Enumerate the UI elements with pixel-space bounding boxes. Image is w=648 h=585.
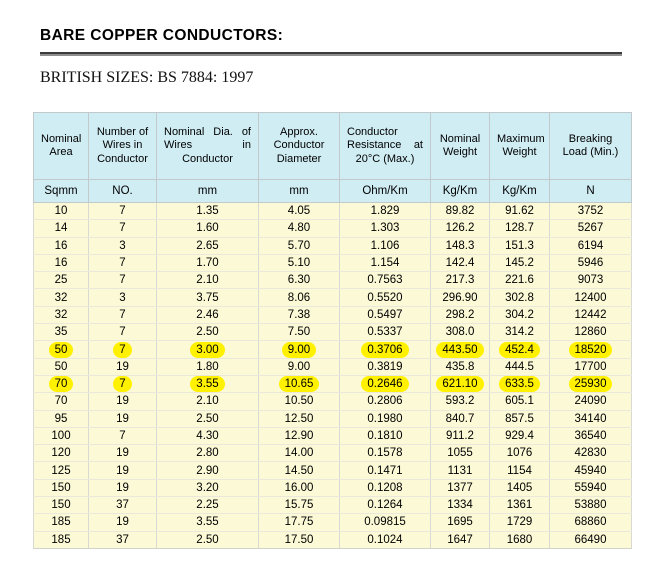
table-cell: 304.2 bbox=[490, 306, 550, 323]
table-cell: 35 bbox=[34, 324, 89, 341]
table-cell: 12.50 bbox=[259, 410, 340, 427]
table-cell: 2.10 bbox=[157, 393, 259, 410]
highlight-mark: 70 bbox=[49, 376, 74, 392]
table-cell: 2.90 bbox=[157, 462, 259, 479]
table-cell: 70 bbox=[34, 393, 89, 410]
table-cell bbox=[340, 375, 431, 392]
table-cell: 185 bbox=[34, 531, 89, 548]
table-cell: 0.1810 bbox=[340, 427, 431, 444]
table-cell: 1.80 bbox=[157, 358, 259, 375]
table-cell: 3 bbox=[89, 289, 157, 306]
table-cell: 150 bbox=[34, 497, 89, 514]
table-cell: 2.50 bbox=[157, 324, 259, 341]
table-cell: 36540 bbox=[550, 427, 632, 444]
table-row bbox=[34, 358, 632, 375]
table-cell: 12.90 bbox=[259, 427, 340, 444]
table-cell bbox=[490, 375, 550, 392]
highlight-mark: 3.55 bbox=[190, 376, 224, 392]
table-cell: 5.10 bbox=[259, 254, 340, 271]
table-cell bbox=[89, 341, 157, 358]
table-cell: 12400 bbox=[550, 289, 632, 306]
column-header-nominal-area: Nominal Area bbox=[34, 113, 89, 180]
table-cell: 8.06 bbox=[259, 289, 340, 306]
unit-cell-n: N bbox=[550, 180, 632, 203]
table-cell: 3.20 bbox=[157, 479, 259, 496]
table-cell: 66490 bbox=[550, 531, 632, 548]
table-cell: 125 bbox=[34, 462, 89, 479]
table-cell: 142.4 bbox=[431, 254, 490, 271]
table-cell: 100 bbox=[34, 427, 89, 444]
table-cell: 42830 bbox=[550, 445, 632, 462]
table-cell: 7 bbox=[89, 254, 157, 271]
table-cell: 10.50 bbox=[259, 393, 340, 410]
table-cell: 16 bbox=[34, 237, 89, 254]
table-cell: 7.50 bbox=[259, 324, 340, 341]
table-cell: 32 bbox=[34, 289, 89, 306]
table-cell: 7 bbox=[89, 220, 157, 237]
table-cell: 2.10 bbox=[157, 272, 259, 289]
table-row bbox=[34, 237, 632, 254]
table-row bbox=[34, 445, 632, 462]
table-cell: 91.62 bbox=[490, 203, 550, 220]
table-cell: 25 bbox=[34, 272, 89, 289]
table-cell: 14.00 bbox=[259, 445, 340, 462]
table-cell: 1076 bbox=[490, 445, 550, 462]
table-cell: 19 bbox=[89, 445, 157, 462]
table-row bbox=[34, 272, 632, 289]
table-cell: 19 bbox=[89, 358, 157, 375]
table-cell: 1647 bbox=[431, 531, 490, 548]
table-cell: 37 bbox=[89, 531, 157, 548]
page-subtitle: BRITISH SIZES: BS 7884: 1997 bbox=[40, 69, 254, 86]
table-row bbox=[34, 462, 632, 479]
table-cell: 6194 bbox=[550, 237, 632, 254]
table-cell: 3.55 bbox=[157, 514, 259, 531]
table-cell bbox=[340, 341, 431, 358]
table-cell: 89.82 bbox=[431, 203, 490, 220]
table-cell: 10 bbox=[34, 203, 89, 220]
table-row bbox=[34, 289, 632, 306]
table-cell: 4.80 bbox=[259, 220, 340, 237]
table-cell: 3752 bbox=[550, 203, 632, 220]
table-body bbox=[34, 203, 632, 549]
table-cell: 5946 bbox=[550, 254, 632, 271]
table-cell: 126.2 bbox=[431, 220, 490, 237]
table-cell: 4.30 bbox=[157, 427, 259, 444]
table-cell: 911.2 bbox=[431, 427, 490, 444]
table-row bbox=[34, 375, 632, 392]
table-cell: 0.3819 bbox=[340, 358, 431, 375]
table-cell: 120 bbox=[34, 445, 89, 462]
table-cell: 1.60 bbox=[157, 220, 259, 237]
table-cell: 17700 bbox=[550, 358, 632, 375]
table-cell: 19 bbox=[89, 410, 157, 427]
table-cell: 2.50 bbox=[157, 410, 259, 427]
unit-cell-kg-km-maximum: Kg/Km bbox=[490, 180, 550, 203]
table-cell: 37 bbox=[89, 497, 157, 514]
table-cell: 3 bbox=[89, 237, 157, 254]
units-row bbox=[34, 180, 632, 203]
column-header-nominal-dia: Nominal Dia. of Wires in Conductor bbox=[157, 113, 259, 180]
table-cell: 145.2 bbox=[490, 254, 550, 271]
table-cell: 19 bbox=[89, 462, 157, 479]
table-cell: 9073 bbox=[550, 272, 632, 289]
table-cell bbox=[490, 341, 550, 358]
unit-cell-no: NO. bbox=[89, 180, 157, 203]
page-title: BARE COPPER CONDUCTORS: bbox=[40, 27, 284, 44]
table-cell: 150 bbox=[34, 479, 89, 496]
column-header-approx-diameter: Approx. Conductor Diameter bbox=[259, 113, 340, 180]
table-cell: 1055 bbox=[431, 445, 490, 462]
table-cell: 296.90 bbox=[431, 289, 490, 306]
table-cell: 1377 bbox=[431, 479, 490, 496]
table-cell bbox=[89, 375, 157, 392]
table-row bbox=[34, 324, 632, 341]
highlight-mark: 0.3706 bbox=[361, 342, 408, 358]
table-cell: 1.35 bbox=[157, 203, 259, 220]
table-cell bbox=[157, 375, 259, 392]
table-cell: 1131 bbox=[431, 462, 490, 479]
table-cell: 34140 bbox=[550, 410, 632, 427]
unit-cell-kg-km-nominal: Kg/Km bbox=[431, 180, 490, 203]
table-row bbox=[34, 410, 632, 427]
table-cell: 148.3 bbox=[431, 237, 490, 254]
table-row bbox=[34, 427, 632, 444]
table-cell bbox=[34, 341, 89, 358]
table-cell: 0.09815 bbox=[340, 514, 431, 531]
column-header-row bbox=[34, 113, 632, 180]
table-cell: 68860 bbox=[550, 514, 632, 531]
table-cell: 308.0 bbox=[431, 324, 490, 341]
table-row bbox=[34, 341, 632, 358]
conductor-table bbox=[33, 112, 632, 549]
column-header-maximum-weight: Maximum Weight bbox=[490, 113, 550, 180]
table-row bbox=[34, 479, 632, 496]
table-cell: 0.5337 bbox=[340, 324, 431, 341]
table-cell: 0.1024 bbox=[340, 531, 431, 548]
table-row bbox=[34, 531, 632, 548]
table-cell: 45940 bbox=[550, 462, 632, 479]
table-cell: 1.70 bbox=[157, 254, 259, 271]
unit-cell-mm-diameter: mm bbox=[259, 180, 340, 203]
table-cell: 17.75 bbox=[259, 514, 340, 531]
table-row bbox=[34, 514, 632, 531]
table-cell: 32 bbox=[34, 306, 89, 323]
table-cell: 1405 bbox=[490, 479, 550, 496]
table-cell: 0.7563 bbox=[340, 272, 431, 289]
table-cell: 2.65 bbox=[157, 237, 259, 254]
highlight-mark: 18520 bbox=[569, 342, 613, 358]
highlight-mark: 633.5 bbox=[499, 376, 540, 392]
table-cell: 19 bbox=[89, 479, 157, 496]
table-cell bbox=[431, 341, 490, 358]
table-cell: 1154 bbox=[490, 462, 550, 479]
highlight-mark: 7 bbox=[113, 376, 131, 392]
title-rule bbox=[40, 52, 622, 56]
table-row bbox=[34, 254, 632, 271]
highlight-mark: 10.65 bbox=[279, 376, 320, 392]
table-cell: 19 bbox=[89, 514, 157, 531]
table-cell: 5267 bbox=[550, 220, 632, 237]
table-cell: 0.1264 bbox=[340, 497, 431, 514]
table-cell: 593.2 bbox=[431, 393, 490, 410]
table-cell: 17.50 bbox=[259, 531, 340, 548]
table-cell: 0.5520 bbox=[340, 289, 431, 306]
table-row bbox=[34, 203, 632, 220]
table-cell: 314.2 bbox=[490, 324, 550, 341]
table-cell: 1.303 bbox=[340, 220, 431, 237]
table-cell: 1695 bbox=[431, 514, 490, 531]
table-cell: 9.00 bbox=[259, 358, 340, 375]
table-cell: 128.7 bbox=[490, 220, 550, 237]
table-cell: 0.1471 bbox=[340, 462, 431, 479]
column-header-resistance: Conductor Resistance at 20°C (Max.) bbox=[340, 113, 431, 180]
table-cell bbox=[431, 375, 490, 392]
table-cell: 221.6 bbox=[490, 272, 550, 289]
highlight-mark: 25930 bbox=[569, 376, 613, 392]
table-cell bbox=[259, 375, 340, 392]
highlight-mark: 3.00 bbox=[190, 342, 224, 358]
table-cell: 1.154 bbox=[340, 254, 431, 271]
table-cell: 16.00 bbox=[259, 479, 340, 496]
table-cell: 435.8 bbox=[431, 358, 490, 375]
table-cell: 1729 bbox=[490, 514, 550, 531]
document-header bbox=[40, 27, 622, 87]
table-cell: 3.75 bbox=[157, 289, 259, 306]
unit-cell-mm-wires: mm bbox=[157, 180, 259, 203]
table-cell bbox=[34, 375, 89, 392]
table-cell: 50 bbox=[34, 358, 89, 375]
table-cell: 151.3 bbox=[490, 237, 550, 254]
unit-cell-ohm-km: Ohm/Km bbox=[340, 180, 431, 203]
table-cell: 7.38 bbox=[259, 306, 340, 323]
table-cell: 55940 bbox=[550, 479, 632, 496]
table-cell: 19 bbox=[89, 393, 157, 410]
document-page bbox=[0, 27, 648, 549]
table-cell: 12442 bbox=[550, 306, 632, 323]
table-cell: 12860 bbox=[550, 324, 632, 341]
table-cell: 929.4 bbox=[490, 427, 550, 444]
table-cell: 1.106 bbox=[340, 237, 431, 254]
table-cell: 840.7 bbox=[431, 410, 490, 427]
column-header-breaking-load: Breaking Load (Min.) bbox=[550, 113, 632, 180]
highlight-mark: 9.00 bbox=[282, 342, 316, 358]
table-cell: 5.70 bbox=[259, 237, 340, 254]
table-cell: 0.1578 bbox=[340, 445, 431, 462]
table-cell: 298.2 bbox=[431, 306, 490, 323]
highlight-mark: 7 bbox=[113, 342, 131, 358]
table-cell: 2.46 bbox=[157, 306, 259, 323]
column-header-number-of-wires: Number of Wires in Conductor bbox=[89, 113, 157, 180]
table-cell: 0.5497 bbox=[340, 306, 431, 323]
table-cell: 2.50 bbox=[157, 531, 259, 548]
table-cell: 217.3 bbox=[431, 272, 490, 289]
table-row bbox=[34, 497, 632, 514]
table-cell bbox=[157, 341, 259, 358]
table-cell: 4.05 bbox=[259, 203, 340, 220]
table-cell: 53880 bbox=[550, 497, 632, 514]
table-row bbox=[34, 393, 632, 410]
table-cell bbox=[550, 375, 632, 392]
highlight-mark: 621.10 bbox=[436, 376, 483, 392]
table-cell: 6.30 bbox=[259, 272, 340, 289]
highlight-mark: 0.2646 bbox=[361, 376, 408, 392]
column-header-nominal-weight: Nominal Weight bbox=[431, 113, 490, 180]
table-cell: 185 bbox=[34, 514, 89, 531]
table-cell: 605.1 bbox=[490, 393, 550, 410]
table-cell: 0.2806 bbox=[340, 393, 431, 410]
table-cell: 16 bbox=[34, 254, 89, 271]
table-cell: 857.5 bbox=[490, 410, 550, 427]
table-cell: 95 bbox=[34, 410, 89, 427]
table-cell: 0.1980 bbox=[340, 410, 431, 427]
table-cell: 1680 bbox=[490, 531, 550, 548]
table-cell: 14.50 bbox=[259, 462, 340, 479]
table-cell: 7 bbox=[89, 324, 157, 341]
table-cell: 2.80 bbox=[157, 445, 259, 462]
table-cell: 1334 bbox=[431, 497, 490, 514]
table-head bbox=[34, 113, 632, 203]
table-cell: 24090 bbox=[550, 393, 632, 410]
highlight-mark: 452.4 bbox=[499, 342, 540, 358]
highlight-mark: 443.50 bbox=[436, 342, 483, 358]
table-cell: 7 bbox=[89, 203, 157, 220]
table-cell: 444.5 bbox=[490, 358, 550, 375]
table-cell: 0.1208 bbox=[340, 479, 431, 496]
table-cell bbox=[550, 341, 632, 358]
highlight-mark: 50 bbox=[49, 342, 74, 358]
table-cell: 14 bbox=[34, 220, 89, 237]
table-cell: 7 bbox=[89, 272, 157, 289]
table-row bbox=[34, 220, 632, 237]
table-cell: 15.75 bbox=[259, 497, 340, 514]
table-cell: 7 bbox=[89, 306, 157, 323]
table-cell: 1361 bbox=[490, 497, 550, 514]
table-cell: 1.829 bbox=[340, 203, 431, 220]
unit-cell-sqmm: Sqmm bbox=[34, 180, 89, 203]
table-cell: 302.8 bbox=[490, 289, 550, 306]
table-cell: 2.25 bbox=[157, 497, 259, 514]
table-cell: 7 bbox=[89, 427, 157, 444]
table-cell bbox=[259, 341, 340, 358]
table-row bbox=[34, 306, 632, 323]
